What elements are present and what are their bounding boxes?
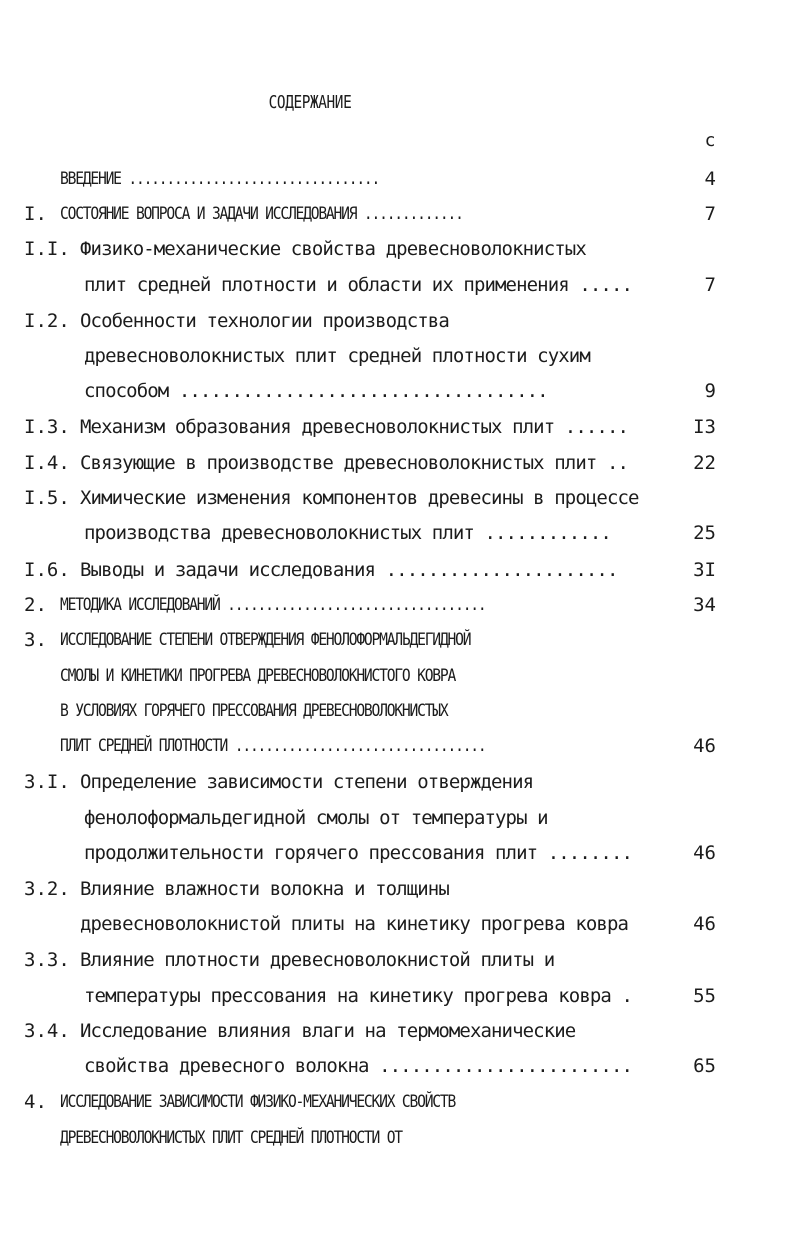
toc-entry-text: Механизм образования древесноволокнистых плит ...... [80,416,629,438]
toc-entry-text: ВВЕДЕНИЕ ................................. [60,169,380,189]
toc-entry-number: I.2. [24,310,70,332]
toc-entry-text: плит средней плотности и области их применения ..... [84,274,633,296]
toc-entry-text: температуры прессования на кинетику прогрева ковра . [84,985,633,1007]
toc-entry-text: древесноволокнистых плит средней плотности сухим [84,345,590,367]
toc-line [0,235,793,263]
toc-entry-text: Выводы и задачи исследования ...................... [80,559,618,581]
toc-entry-page: 3I [693,559,716,581]
toc-entry-text: ПЛИТ СРЕДНЕЙ ПЛОТНОСТИ ................................. [60,736,486,756]
toc-entry-number: 4. [24,1091,47,1113]
toc-entry-text: ИССЛЕДОВАНИЕ ЗАВИСИМОСТИ ФИЗИКО-МЕХАНИЧЕСКИХ СВОЙСТВ [60,1092,456,1112]
toc-line [0,1124,793,1152]
toc-entry-page: 7 [704,274,716,296]
toc-line [0,804,793,832]
toc-line [0,342,793,370]
toc-entry-page: 46 [693,735,716,757]
toc-entry-text: способом ................................... [84,380,548,402]
toc-line [0,271,793,299]
toc-entry-number: 3. [24,629,47,651]
toc-entry-number: I.I. [24,238,70,260]
toc-line [0,910,793,938]
toc-line [0,1017,793,1045]
toc-entry-text: Особенности технологии производства [80,310,449,332]
toc-entry-page: 4 [704,168,716,190]
toc-line [0,732,793,760]
toc-entry-number: 3.3. [24,949,70,971]
page-column-label: с [704,130,716,151]
toc-entry-number: 3.I. [24,771,70,793]
toc-entry-page: 22 [693,452,716,474]
toc-entry-text: МЕТОДИКА ИССЛЕДОВАНИЙ .................................. [60,595,486,615]
toc-entry-text: Влияние влажности волокна и толщины [80,878,449,900]
toc-entry-text: СОСТОЯНИЕ ВОПРОСА И ЗАДАЧИ ИССЛЕДОВАНИЯ ............. [60,204,463,224]
toc-entry-text: Физико-механические свойства древесноволокнистых [80,238,586,260]
toc-line [0,591,793,619]
toc-entry-text: ИССЛЕДОВАНИЕ СТЕПЕНИ ОТВЕРЖДЕНИЯ ФЕНОЛОФОРМАЛЬДЕГИДНОЙ [60,630,471,650]
toc-line [0,982,793,1010]
toc-entry-text: СМОЛЫ И КИНЕТИКИ ПРОГРЕВА ДРЕВЕСНОВОЛОКНИСТОГО КОВРА [60,666,456,686]
toc-entry-text: Исследование влияния влаги на термомеханические [80,1020,576,1042]
toc-entry-number: 2. [24,594,47,616]
toc-entry-text: Влияние плотности древесноволокнистой плиты и [80,949,555,971]
toc-entry-page: 55 [693,985,716,1007]
toc-entry-page: 34 [693,594,716,616]
toc-line [0,697,793,725]
toc-line [0,165,793,193]
toc-entry-text: фенолоформальдегидной смолы от температуры и [84,807,548,829]
toc-entry-number: 3.4. [24,1020,70,1042]
toc-line [0,662,793,690]
toc-entry-number: I.5. [24,487,70,509]
toc-entry-text: производства древесноволокнистых плит ............ [84,522,611,544]
toc-entry-text: ДРЕВЕСНОВОЛОКНИСТЫХ ПЛИТ СРЕДНЕЙ ПЛОТНОСТИ ОТ [60,1128,402,1148]
toc-entry-page: 25 [693,522,716,544]
toc-line [0,626,793,654]
toc-line [0,413,793,441]
toc-entry-text: древесноволокнистой плиты на кинетику прогрева ковра [80,913,629,935]
toc-line [0,839,793,867]
toc-entry-number: I. [24,203,47,225]
toc-entry-text: Связующие в производстве древесноволокнистых плит .. [80,452,629,474]
toc-line [0,484,793,512]
toc-entry-text: Химические изменения компонентов древесины в процессе [80,487,639,509]
toc-line [0,556,793,584]
toc-line [0,377,793,405]
toc-line [0,449,793,477]
toc-line [0,1088,793,1116]
toc-entry-page: I3 [693,416,716,438]
toc-entry-number: 3.2. [24,878,70,900]
toc-entry-page: 65 [693,1055,716,1077]
toc-line [0,946,793,974]
toc-entry-text: Определение зависимости степени отверждения [80,771,534,793]
toc-line [0,307,793,335]
toc-entry-page: 46 [693,842,716,864]
toc-entry-number: I.3. [24,416,70,438]
toc-entry-page: 7 [704,203,716,225]
toc-line [0,768,793,796]
toc-entry-page: 9 [704,380,716,402]
toc-entry-text: В УСЛОВИЯХ ГОРЯЧЕГО ПРЕССОВАНИЯ ДРЕВЕСНОВОЛОКНИСТЫХ [60,701,448,721]
toc-entry-number: I.4. [24,452,70,474]
toc-line [0,875,793,903]
toc-entry-text: продолжительности горячего прессования плит ........ [84,842,633,864]
toc-line [0,519,793,547]
toc-entry-text: свойства древесного волокна ........................ [84,1055,633,1077]
toc-line [0,200,793,228]
toc-entry-number: I.6. [24,559,70,581]
toc-line [0,1052,793,1080]
page-title: СОДЕРЖАНИЕ [268,92,352,113]
toc-entry-page: 46 [693,913,716,935]
